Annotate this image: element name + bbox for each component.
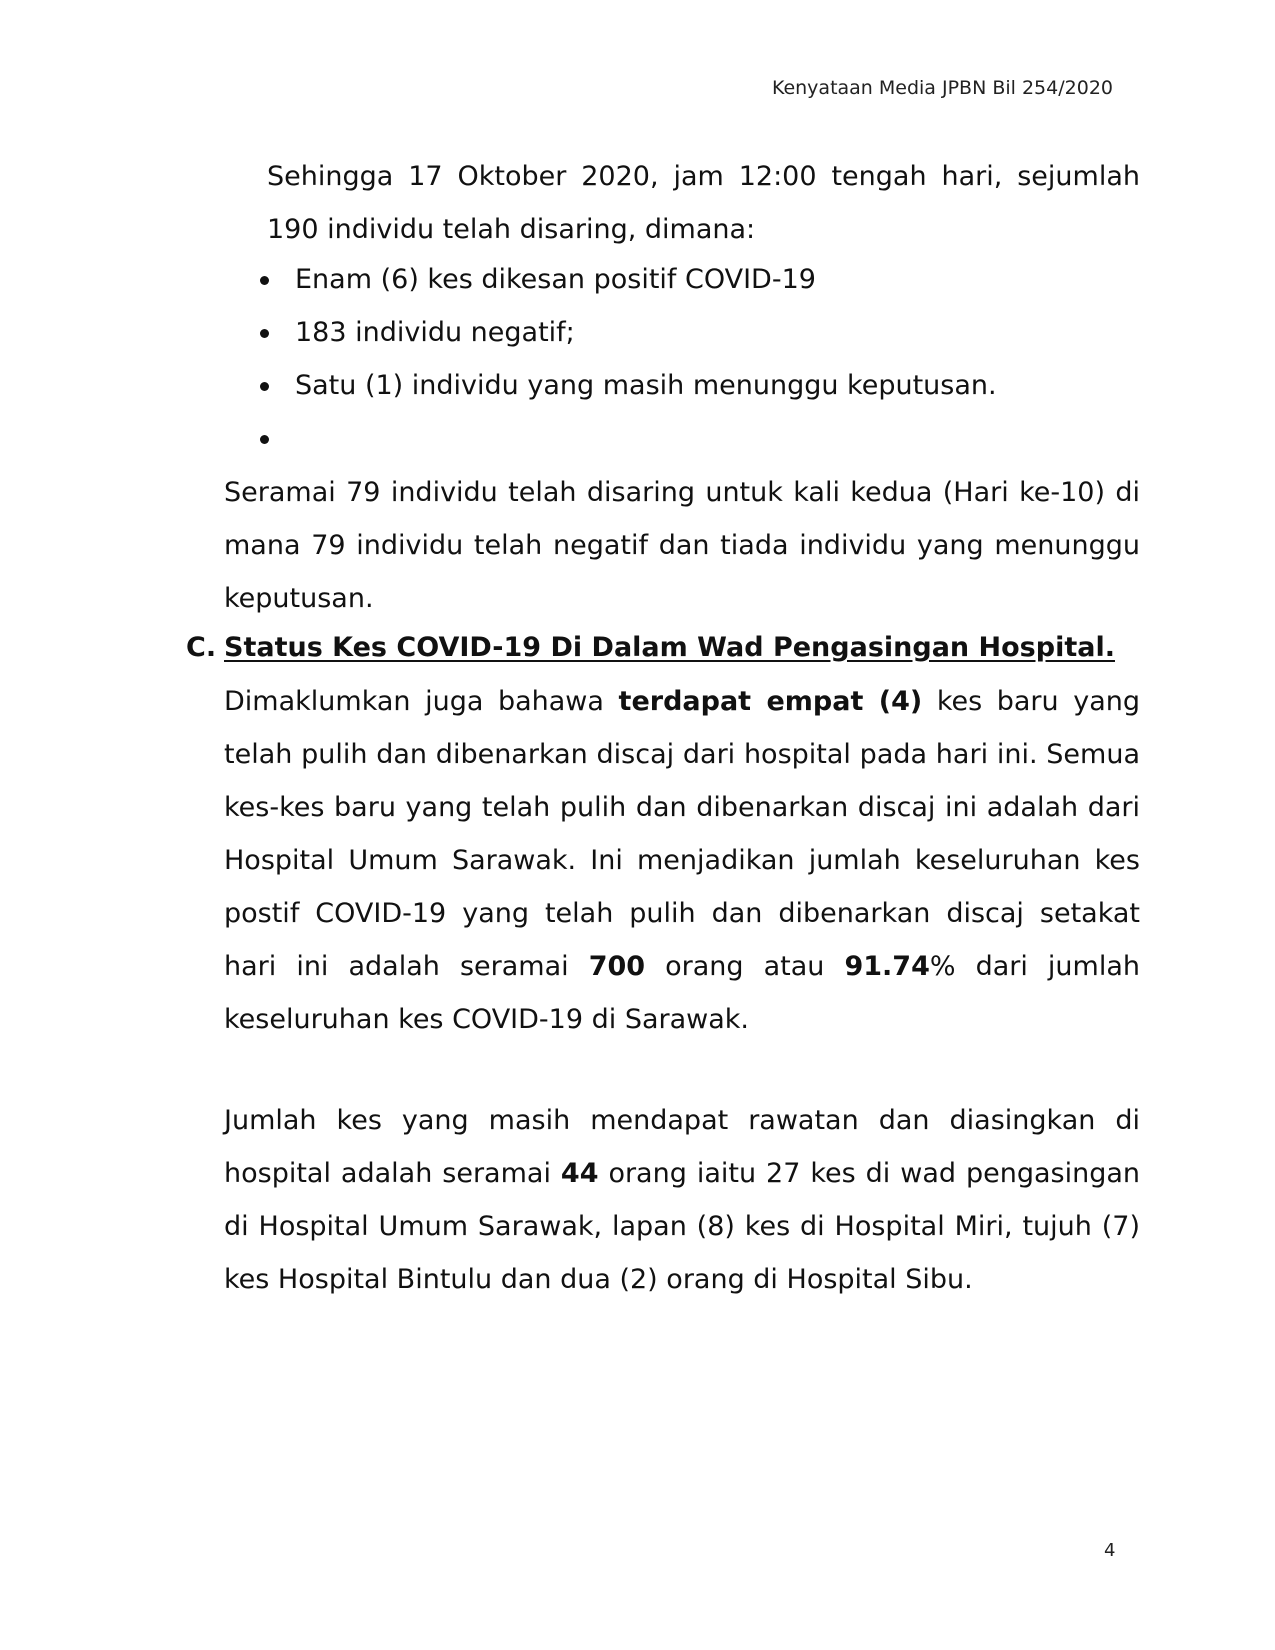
list-item-text: Satu (1) individu yang masih menunggu keputusan. <box>295 370 997 401</box>
section-heading <box>186 628 1140 668</box>
recovered-cases-paragraph <box>224 675 1140 1046</box>
document-reference-header: Kenyataan Media JPBN Bil 254/2020 <box>771 77 1113 99</box>
section-title: Status Kes COVID-19 Di Dalam Wad Pengasingan Hospital. <box>224 632 1115 663</box>
bullet-icon <box>260 382 269 391</box>
list-item-text: Enam (6) kes dikesan positif COVID-19 <box>295 264 816 295</box>
text-run: kes baru yang telah pulih dan dibenarkan discaj dari hospital pada hari ini. Semua kes-kes baru yang telah pulih dan dibenarkan discaj ini adalah dari Hospital Umum Sarawak. Ini menjadikan jumlah keseluruhan kes postif COVID-19 yang telah pulih dan dibenarkan discaj setakat hari ini adalah seramai <box>224 686 1140 982</box>
second-screening-paragraph: Seramai 79 individu telah disaring untuk kali kedua (Hari ke-10) di mana 79 individu telah negatif dan tiada individu yang menunggu keputusan. <box>224 477 1140 614</box>
list-item <box>255 359 1140 412</box>
screening-intro-paragraph: Sehingga 17 Oktober 2020, jam 12:00 tengah hari, sejumlah 190 individu telah disaring, dimana: <box>267 161 1140 245</box>
list-item <box>255 306 1140 359</box>
list-item <box>255 412 1140 465</box>
recovered-count: 700 <box>588 951 646 982</box>
text-run: orang atau <box>645 951 845 982</box>
page-number: 4 <box>1104 1540 1116 1561</box>
text-run: Jumlah kes yang masih mendapat rawatan dan diasingkan di hospital adalah seramai <box>224 1105 1140 1189</box>
text-run: orang iaitu 27 kes di wad pengasingan di Hospital Umum Sarawak, lapan (8) kes di Hospital Miri, tujuh (7) kes Hospital Bintulu dan dua (2) orang di Hospital Sibu. <box>224 1158 1140 1295</box>
recovery-percentage: 91.74 <box>844 951 930 982</box>
list-item <box>255 253 1140 306</box>
screening-results-list <box>255 253 1140 465</box>
hospitalised-count: 44 <box>560 1158 599 1189</box>
text-run: Dimaklumkan juga bahawa <box>224 686 619 717</box>
bullet-icon <box>260 329 269 338</box>
bullet-icon <box>260 435 269 444</box>
bold-text-run: terdapat empat (4) <box>618 686 923 717</box>
hospitalised-cases-paragraph <box>224 1094 1140 1306</box>
bullet-icon <box>260 276 269 285</box>
list-item-text: 183 individu negatif; <box>295 317 575 348</box>
section-letter: C. <box>186 632 217 663</box>
text-run: % dari jumlah keseluruhan kes COVID-19 di Sarawak. <box>224 951 1140 1035</box>
